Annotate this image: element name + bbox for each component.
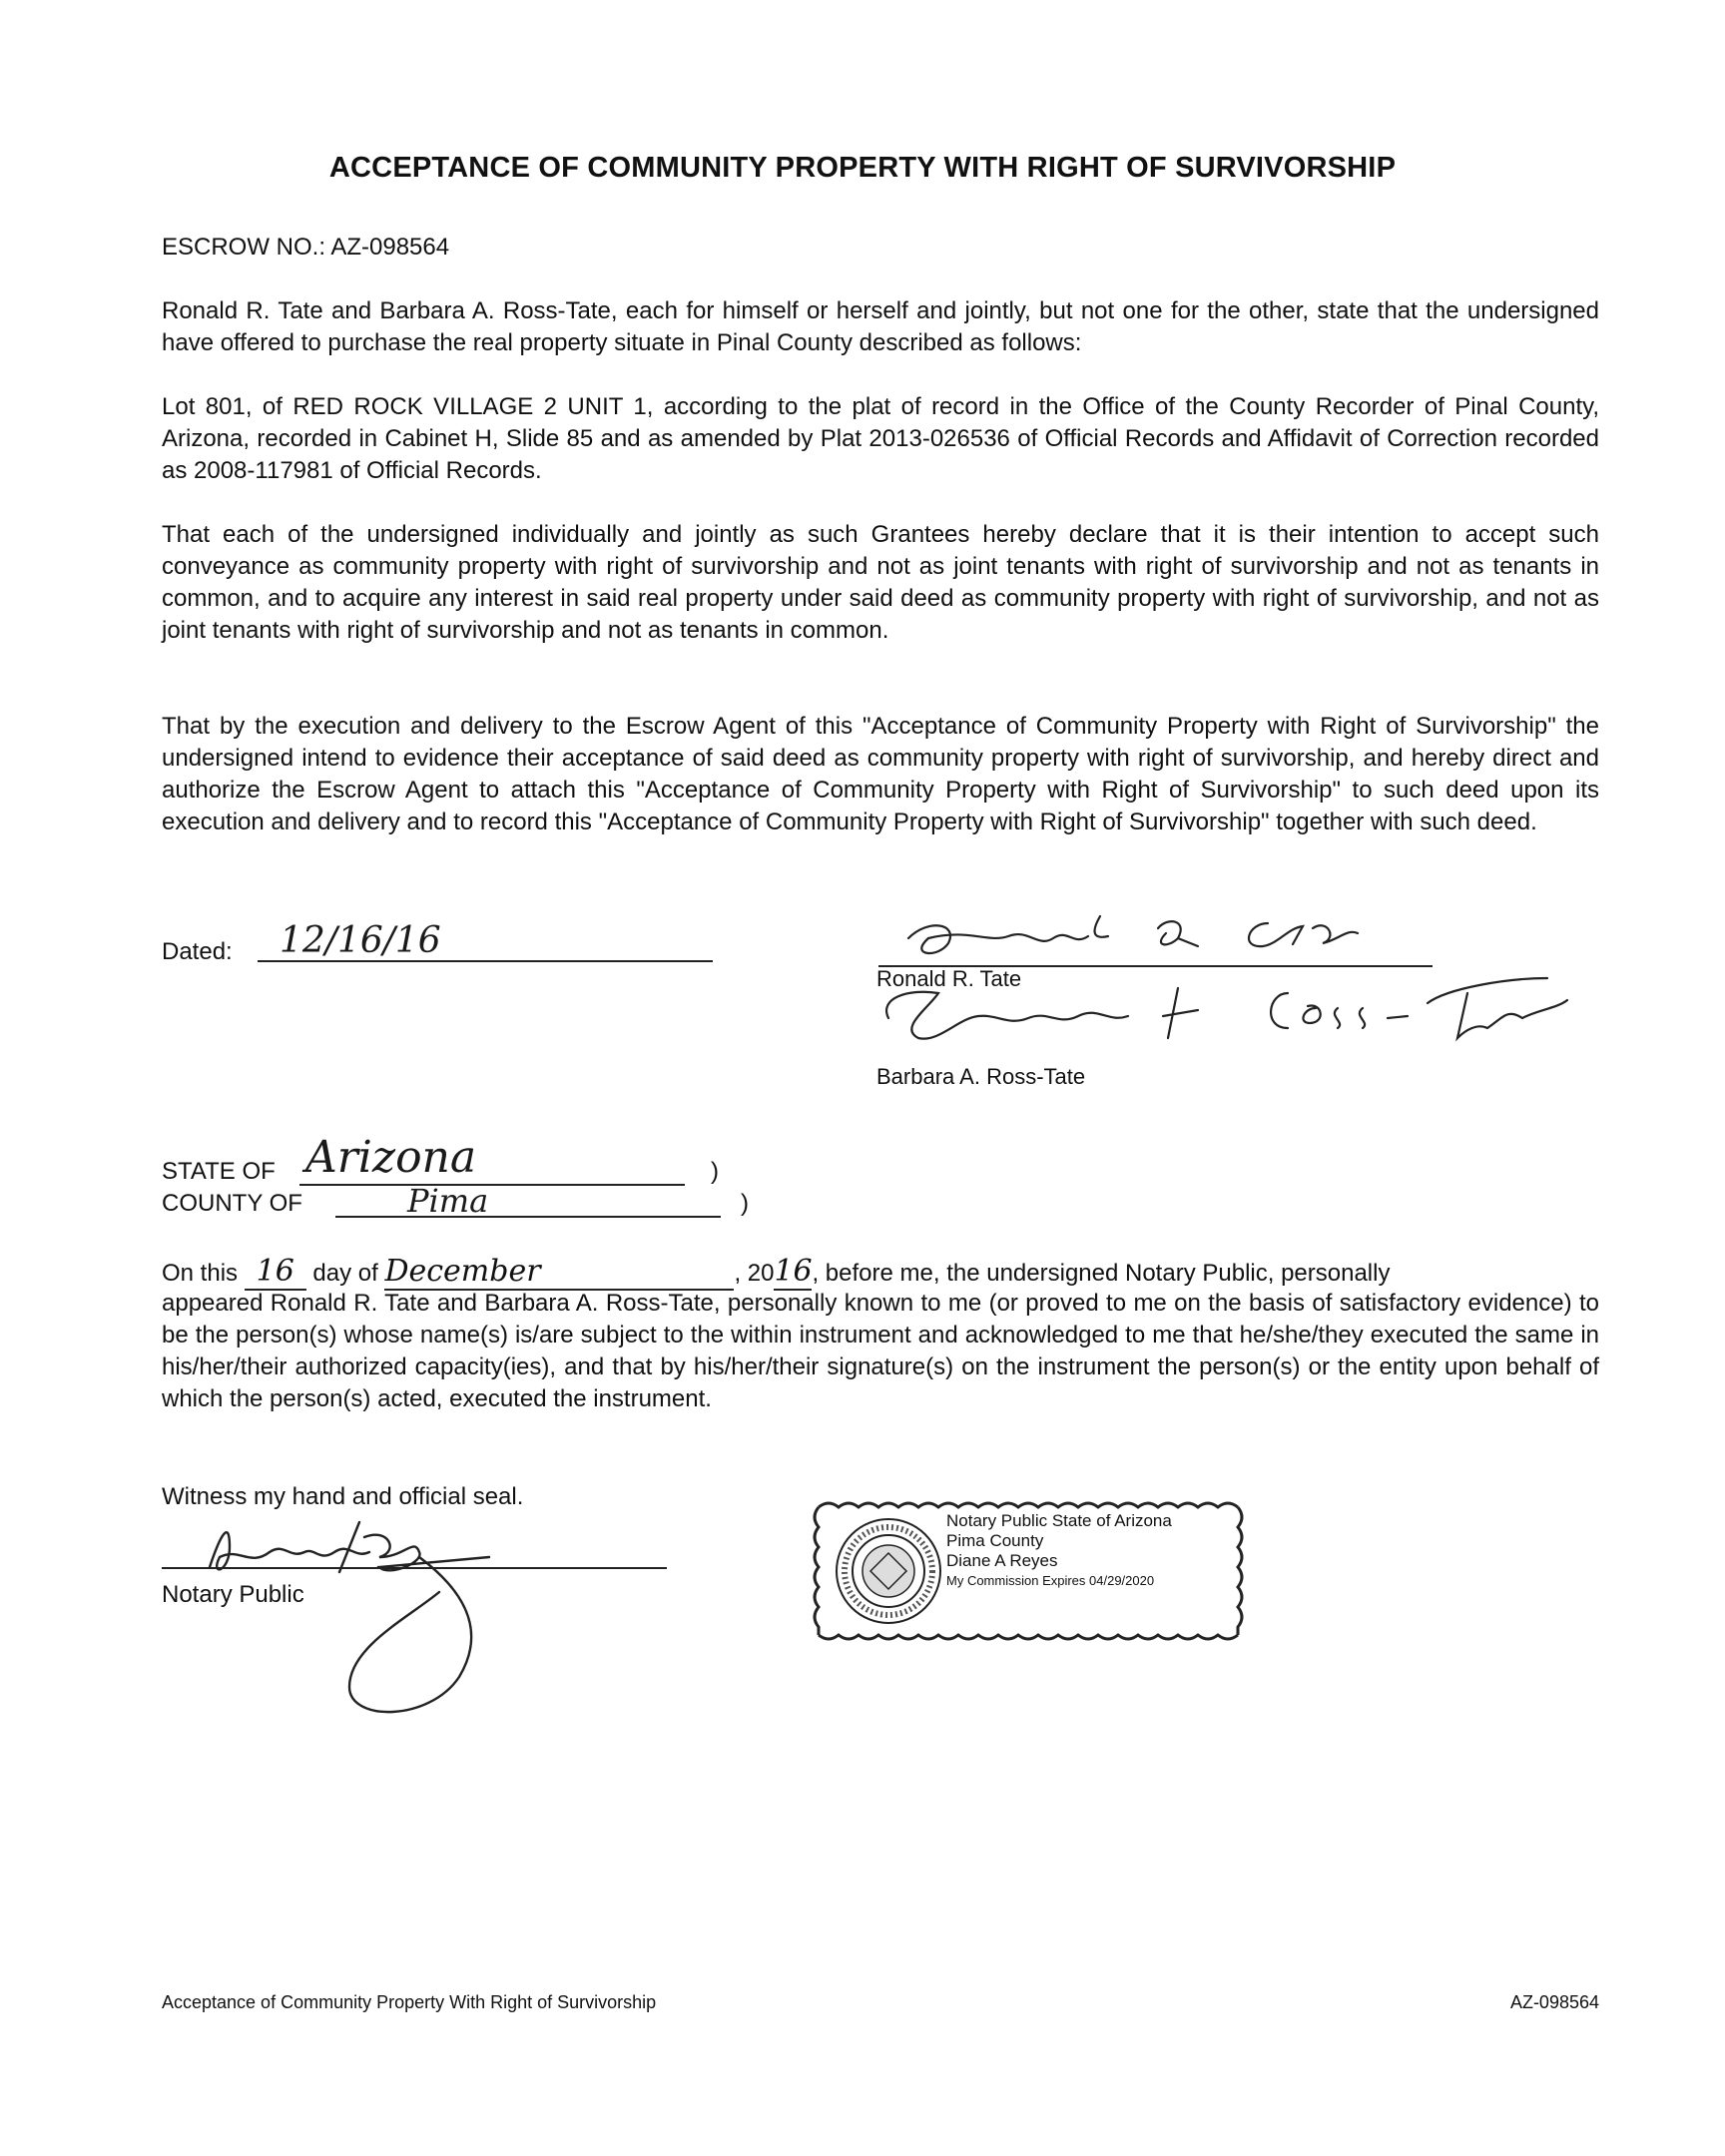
footer-document-name: Acceptance of Community Property With Right of Survivorship (162, 1992, 657, 2012)
paragraph-execution: That by the execution and delivery to the Escrow Agent of this "Acceptance of Community Property with Right of Survivorship" the undersigned intend to evidence their acceptance of said deed as community property with right of survivorship, and hereby direct and authorize the Escrow Agent to attach this "Acceptance of Community Property with Right of Survivorship" to such deed upon its execution and delivery and to record this "Acceptance of Community Property with Right of Survivorship" together with such deed. (162, 713, 1599, 835)
paragraph-declaration: That each of the undersigned individually and jointly as such Grantees hereby declare that it is their intention to accept such conveyance as community property with right of survivorship and not as joint tenants with right of survivorship and not as tenants in common, and to acquire any interest in said real property under said deed as community property with right of survivorship, and not as joint tenants with right of survivorship and not as tenants in common. (162, 521, 1599, 644)
county-value: Pima (407, 1182, 489, 1220)
seal-text (946, 1511, 1172, 1591)
notary-seal (809, 1495, 1250, 1647)
acknowledgment-first-line (162, 1254, 1599, 1291)
ack-start: On this (162, 1260, 239, 1287)
ack-rest-first: , before me, the undersigned Notary Public, personally (812, 1260, 1391, 1287)
seal-line-3: Diane A Reyes (946, 1551, 1058, 1570)
county-label: COUNTY OF (162, 1190, 302, 1217)
ack-dayof: day of (312, 1260, 378, 1287)
seal-line-4: My Commission Expires 04/29/2020 (946, 1573, 1155, 1588)
signatures-graphic (868, 898, 1587, 1088)
paragraph-purchasers: Ronald R. Tate and Barbara A. Ross-Tate, each for himself or herself and jointly, but not one for the other, state that the undersigned have offered to purchase the real property situate in Pinal County described as follows: (162, 297, 1599, 356)
notary-label: Notary Public (162, 1581, 304, 1608)
document-title: ACCEPTANCE OF COMMUNITY PROPERTY WITH RIGHT OF SURVIVORSHIP (328, 152, 1397, 184)
ack-month: December (384, 1254, 734, 1291)
paragraph-legal-description: Lot 801, of RED ROCK VILLAGE 2 UNIT 1, according to the plat of record in the Office of the County Recorder of Pinal County, Arizona, recorded in Cabinet H, Slide 85 and as amended by Plat 2013-026536 of Official Records and Affidavit of Correction recorded as 2008-117981 of Official Records. (162, 393, 1599, 484)
dated-underline (258, 960, 713, 962)
seal-line-1: Notary Public State of Arizona (946, 1511, 1172, 1530)
notary-signature-graphic (190, 1497, 549, 1747)
ack-year-prefix: , 20 (734, 1260, 775, 1287)
dated-label: Dated: (162, 938, 233, 965)
state-label: STATE OF (162, 1158, 276, 1185)
ack-day: 16 (245, 1254, 306, 1291)
county-paren: ) (741, 1190, 749, 1217)
ack-year: 16 (774, 1254, 813, 1289)
seal-line-2: Pima County (946, 1531, 1044, 1550)
footer-escrow-number: AZ-098564 (1509, 1992, 1599, 2012)
state-underline (299, 1184, 685, 1186)
state-value: Arizona (305, 1132, 477, 1183)
escrow-number: ESCROW NO.: AZ-098564 (162, 234, 450, 261)
witness-line: Witness my hand and official seal. (162, 1483, 524, 1510)
county-underline (335, 1216, 721, 1218)
signer-2-name: Barbara A. Ross-Tate (876, 1064, 1086, 1089)
dated-value: 12/16/16 (280, 920, 441, 961)
state-paren: ) (711, 1158, 719, 1185)
acknowledgment-body: appeared Ronald R. Tate and Barbara A. Ross-Tate, personally known to me (or proved to me on the basis of satisfactory evidence) to be the person(s) whose name(s) is/are subject to the within instrument and acknowledged to me that he/she/they executed the same in his/her/their authorized capacity(ies), and that by his/her/their signature(s) on the instrument the person(s) or the entity upon behalf of which the person(s) acted, executed the instrument. (162, 1290, 1599, 1412)
signer-1-name: Ronald R. Tate (876, 966, 1022, 991)
